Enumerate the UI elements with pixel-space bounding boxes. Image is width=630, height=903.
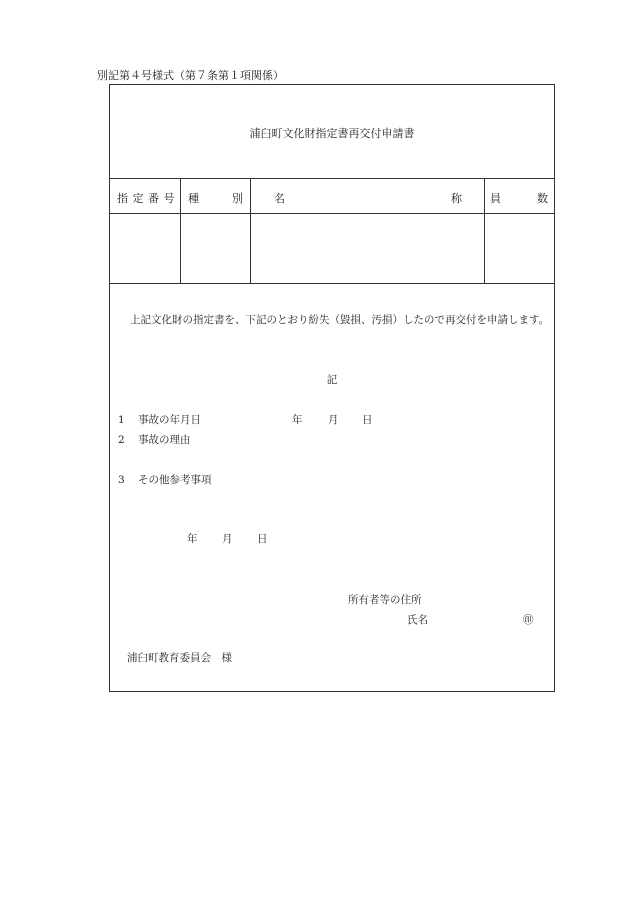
accident-month-label: 月 [328, 414, 339, 426]
header-name: 称 [451, 192, 462, 205]
column-divider [484, 178, 485, 283]
owner-address-label: 所有者等の住所 [348, 594, 422, 606]
item-accident-date [118, 412, 201, 427]
header-row-divider [110, 213, 554, 214]
header-designation-number: 指定番号 [117, 192, 179, 205]
application-day-label: 日 [257, 533, 268, 545]
header-type: 種 [188, 192, 199, 205]
item-label: 事故の理由 [138, 434, 191, 446]
header-type: 別 [232, 192, 243, 205]
seal-mark: ㊞ [523, 614, 534, 626]
column-divider [250, 178, 251, 283]
item-label: 事故の年月日 [138, 414, 201, 426]
item-number: 1 [118, 414, 125, 426]
accident-day-label: 日 [362, 414, 373, 426]
form-reference: 別記第４号様式（第７条第１項関係） [97, 69, 284, 82]
owner-name-label: 氏名 [407, 614, 428, 626]
column-divider [180, 178, 181, 283]
application-year-label: 年 [187, 533, 198, 545]
item-label: その他参考事項 [138, 474, 212, 486]
addressee: 浦臼町教育委員会 様 [127, 652, 232, 664]
item-accident-reason [118, 432, 191, 447]
header-count: 数 [537, 192, 548, 205]
document-title: 浦臼町文化財指定書再交付申請書 [249, 127, 415, 140]
application-form [109, 84, 555, 692]
header-name: 名 [274, 192, 285, 205]
item-number: 2 [118, 434, 125, 446]
application-statement [115, 310, 551, 330]
item-number: 3 [118, 474, 125, 486]
table-bottom-divider [110, 283, 554, 284]
ki-heading: 記 [326, 374, 338, 386]
application-month-label: 月 [222, 533, 233, 545]
accident-year-label: 年 [292, 414, 303, 426]
header-count: 員 [490, 192, 501, 205]
title-divider [110, 178, 554, 179]
item-other-notes [118, 472, 212, 487]
statement-text: 上記文化財の指定書を、下記のとおり紛失（毀損、汚損）したので再交付を申請します。 [130, 314, 550, 326]
